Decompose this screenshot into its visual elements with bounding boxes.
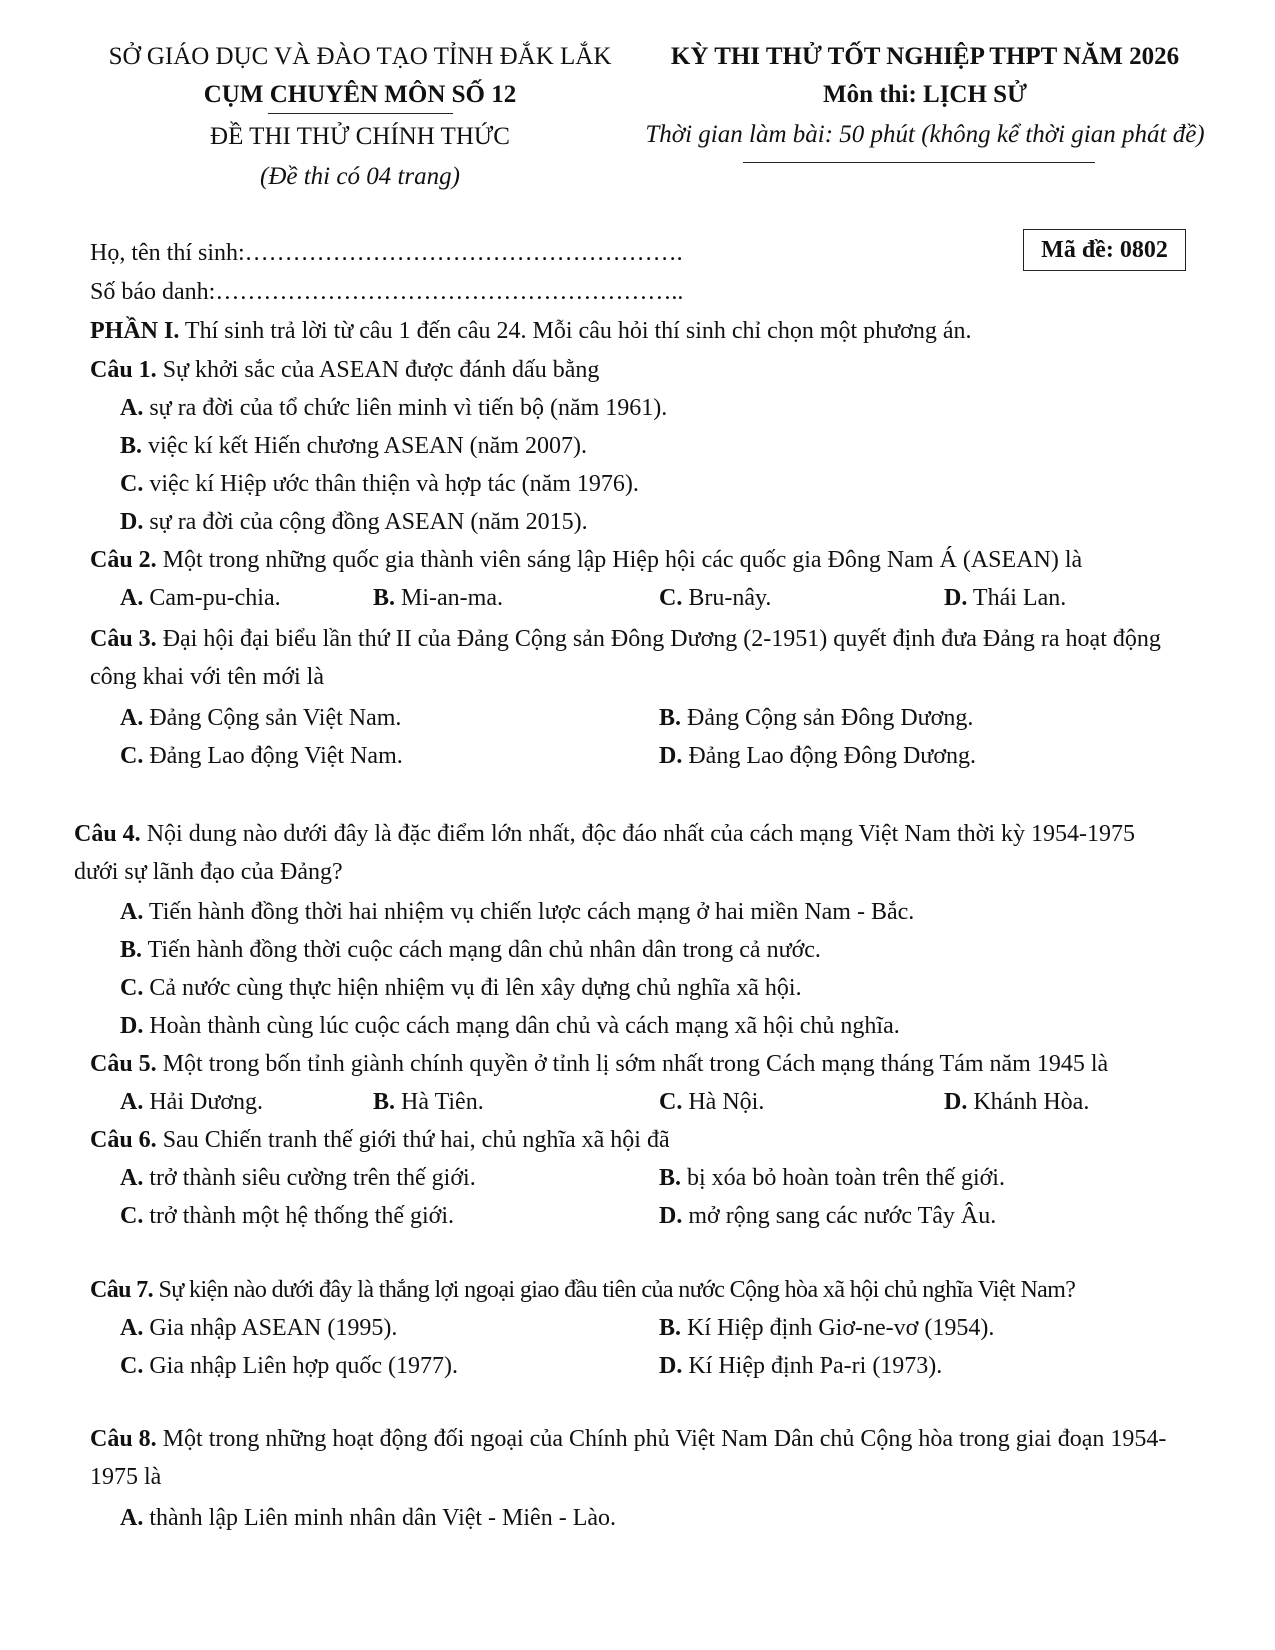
q3-option-b (659, 703, 973, 733)
q7-option-c (120, 1351, 458, 1381)
option-letter: D. (659, 1203, 683, 1229)
exam-code-box: Mã đề: 0802 (1023, 229, 1186, 271)
option-text: Cả nước cùng thực hiện nhiệm vụ đi lên xây dựng chủ nghĩa xã hội. (149, 975, 802, 1001)
question-text: Nội dung nào dưới đây là đặc điểm lớn nhất, độc đáo nhất của cách mạng Việt Nam thời kỳ 1954-1975 dưới sự lãnh đạo của Đảng? (74, 821, 1135, 885)
option-letter: C. (659, 1089, 683, 1115)
question-text: Sau Chiến tranh thế giới thứ hai, chủ nghĩa xã hội đã (162, 1127, 670, 1153)
q6-option-d (659, 1201, 996, 1231)
q5-option-b (373, 1087, 484, 1117)
option-letter: A. (120, 899, 144, 925)
option-letter: D. (659, 743, 683, 769)
q7-option-b (659, 1313, 994, 1343)
question-label: Câu 2. (90, 547, 157, 573)
option-text: việc kí kết Hiến chương ASEAN (năm 2007). (148, 433, 587, 459)
question-label: Câu 4. (74, 821, 141, 847)
option-letter: D. (659, 1353, 683, 1379)
q6-option-a (120, 1163, 476, 1193)
option-letter: D. (120, 509, 144, 535)
question-8 (90, 1420, 1200, 1496)
cluster-name: CỤM CHUYÊN MÔN SỐ 12 (203, 81, 517, 108)
question-6 (90, 1125, 670, 1155)
question-7 (90, 1275, 1075, 1305)
q8-option-a (120, 1503, 616, 1533)
q4-option-b (120, 935, 821, 965)
option-text: việc kí Hiệp ước thân thiện và hợp tác (năm 1976). (149, 471, 639, 497)
candidate-name-field: Họ, tên thí sinh:………………………………………………. (90, 240, 683, 266)
q2-option-c (659, 583, 771, 613)
header-left-underline (268, 113, 453, 114)
q1-option-b (120, 431, 587, 461)
q6-option-c (120, 1201, 454, 1231)
q3-option-a (120, 703, 401, 733)
option-text: Kí Hiệp định Giơ-ne-vơ (1954). (687, 1315, 995, 1341)
q5-option-a (120, 1087, 263, 1117)
option-text: Thái Lan. (972, 585, 1067, 611)
option-text: sự ra đời của cộng đồng ASEAN (năm 2015). (149, 509, 588, 535)
option-letter: B. (659, 1165, 682, 1191)
q7-option-a (120, 1313, 397, 1343)
q1-option-c (120, 469, 639, 499)
question-text: Một trong những hoạt động đối ngoại của Chính phủ Việt Nam Dân chủ Cộng hòa trong giai đoạn 1954-1975 là (90, 1426, 1167, 1490)
option-text: Cam-pu-chia. (149, 585, 281, 611)
question-text: Đại hội đại biểu lần thứ II của Đảng Cộng sản Đông Dương (2-1951) quyết định đưa Đảng ra hoạt động công khai với tên mới là (90, 626, 1161, 690)
option-letter: A. (120, 395, 144, 421)
part1-text: Thí sinh trả lời từ câu 1 đến câu 24. Mỗi câu hỏi thí sinh chỉ chọn một phương án. (184, 318, 972, 344)
q3-option-d (659, 741, 976, 771)
question-label: Câu 1. (90, 357, 157, 383)
q4-option-d (120, 1011, 900, 1041)
option-letter: A. (120, 1505, 144, 1531)
option-letter: B. (659, 1315, 682, 1341)
option-letter: A. (120, 1165, 144, 1191)
option-text: Khánh Hòa. (973, 1089, 1090, 1115)
option-text: Đảng Lao động Việt Nam. (149, 743, 403, 769)
option-text: Hà Nội. (688, 1089, 765, 1115)
q5-option-d (944, 1087, 1089, 1117)
option-letter: C. (120, 1203, 144, 1229)
option-text: thành lập Liên minh nhân dân Việt - Miên - Lào. (149, 1505, 617, 1531)
option-letter: B. (659, 705, 682, 731)
official-exam-label: ĐỀ THI THỬ CHÍNH THỨC (210, 123, 510, 150)
question-text: Một trong bốn tỉnh giành chính quyền ở tỉnh lị sớm nhất trong Cách mạng tháng Tám năm 1945 là (162, 1051, 1109, 1077)
q1-option-d (120, 507, 588, 537)
option-letter: A. (120, 1315, 144, 1341)
question-label: Câu 3. (90, 626, 157, 652)
page-count-note: (Đề thi có 04 trang) (260, 163, 460, 190)
q5-option-c (659, 1087, 764, 1117)
option-letter: D. (944, 585, 968, 611)
exam-title: KỲ THI THỬ TỐT NGHIỆP THPT NĂM 2026 (670, 43, 1180, 70)
option-letter: A. (120, 585, 144, 611)
option-text: trở thành siêu cường trên thế giới. (149, 1165, 476, 1191)
q6-option-b (659, 1163, 1005, 1193)
q2-option-a (120, 583, 281, 613)
question-3 (90, 620, 1200, 696)
option-text: Kí Hiệp định Pa-ri (1973). (688, 1353, 943, 1379)
question-5 (90, 1049, 1108, 1079)
option-letter: C. (120, 1353, 144, 1379)
part1-instruction (90, 316, 972, 346)
option-letter: A. (120, 1089, 144, 1115)
candidate-id-field: Số báo danh:………………………………………………….. (90, 279, 684, 305)
q4-option-c (120, 973, 802, 1003)
option-text: Bru-nây. (688, 585, 772, 611)
q2-option-b (373, 583, 503, 613)
option-text: trở thành một hệ thống thế giới. (149, 1203, 455, 1229)
question-label: Câu 6. (90, 1127, 157, 1153)
option-text: Đảng Lao động Đông Dương. (688, 743, 977, 769)
question-label: Câu 8. (90, 1426, 157, 1452)
question-label: Câu 5. (90, 1051, 157, 1077)
question-text: Sự kiện nào dưới đây là thắng lợi ngoại giao đầu tiên của nước Cộng hòa xã hội chủ nghĩa Việt Nam? (158, 1277, 1076, 1303)
option-text: Tiến hành đồng thời hai nhiệm vụ chiến lược cách mạng ở hai miền Nam - Bắc. (148, 899, 915, 925)
option-letter: A. (120, 705, 144, 731)
option-text: mở rộng sang các nước Tây Âu. (688, 1203, 997, 1229)
option-letter: B. (373, 585, 396, 611)
option-letter: C. (120, 471, 144, 497)
question-1 (90, 355, 599, 385)
q2-option-d (944, 583, 1066, 613)
part1-label: PHẦN I. (90, 318, 180, 344)
q1-option-a (120, 393, 667, 423)
q7-option-d (659, 1351, 942, 1381)
department-name: SỞ GIÁO DỤC VÀ ĐÀO TẠO TỈNH ĐẮK LẮK (108, 43, 612, 70)
option-letter: C. (120, 743, 144, 769)
option-letter: B. (373, 1089, 396, 1115)
option-text: Đảng Cộng sản Việt Nam. (149, 705, 402, 731)
option-letter: D. (944, 1089, 968, 1115)
question-label: Câu 7. (90, 1277, 154, 1303)
option-letter: C. (120, 975, 144, 1001)
option-text: Hải Dương. (149, 1089, 264, 1115)
q3-option-c (120, 741, 403, 771)
q4-option-a (120, 897, 914, 927)
option-text: bị xóa bỏ hoàn toàn trên thế giới. (687, 1165, 1005, 1191)
option-letter: B. (120, 937, 143, 963)
option-letter: C. (659, 585, 683, 611)
question-text: Một trong những quốc gia thành viên sáng lập Hiệp hội các quốc gia Đông Nam Á (ASEAN) là (162, 547, 1083, 573)
option-text: Gia nhập ASEAN (1995). (149, 1315, 398, 1341)
question-2 (90, 545, 1082, 575)
option-text: Hà Tiên. (401, 1089, 484, 1115)
option-letter: D. (120, 1013, 144, 1039)
option-text: Hoàn thành cùng lúc cuộc cách mạng dân chủ và cách mạng xã hội chủ nghĩa. (149, 1013, 900, 1039)
option-text: sự ra đời của tổ chức liên minh vì tiến bộ (năm 1961). (149, 395, 668, 421)
question-4 (74, 815, 1184, 891)
option-letter: B. (120, 433, 143, 459)
question-text: Sự khởi sắc của ASEAN được đánh dấu bằng (162, 357, 600, 383)
option-text: Đảng Cộng sản Đông Dương. (687, 705, 974, 731)
header-right-underline (743, 162, 1095, 163)
exam-duration: Thời gian làm bài: 50 phút (không kể thời gian phát đề) (645, 121, 1205, 148)
option-text: Mi-an-ma. (401, 585, 503, 611)
option-text: Gia nhập Liên hợp quốc (1977). (149, 1353, 458, 1379)
subject-name: Môn thi: LỊCH SỬ (823, 81, 1027, 108)
option-text: Tiến hành đồng thời cuộc cách mạng dân chủ nhân dân trong cả nước. (147, 937, 821, 963)
